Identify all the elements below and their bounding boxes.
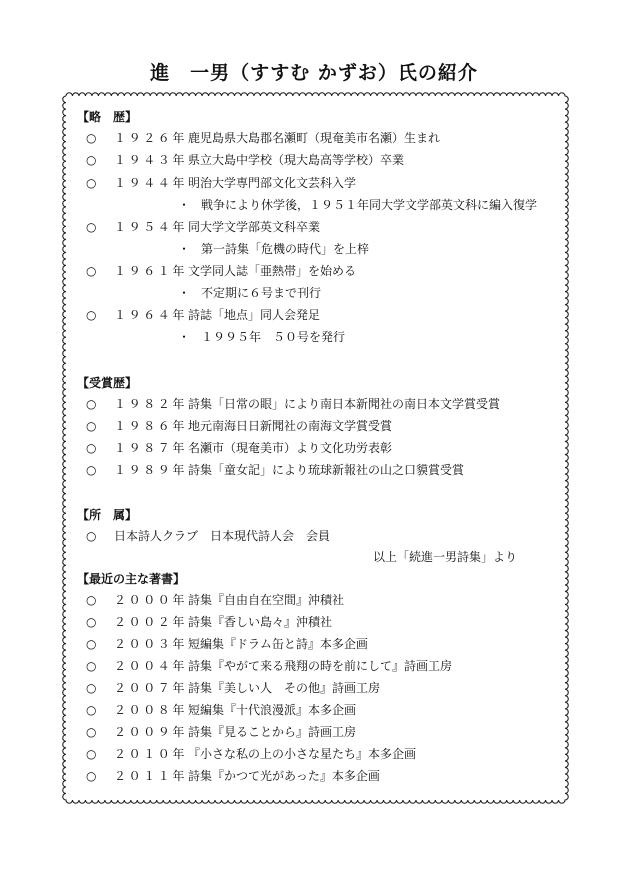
bullet-dot: ・ [178,330,191,344]
section-heading: 【略 歴】 [77,110,138,124]
circle-marker: ○ [86,397,97,411]
section-heading: 【最近の主な著書】 [77,572,186,586]
item-text: 短編集『ドラム缶と詩』本多企画 [188,637,368,651]
circle-marker: ○ [86,419,97,433]
item-text: 文学同人誌「亜熱帯」を始める [188,264,357,278]
item-text: 詩集『香しい島々』沖積社 [188,615,333,629]
item-text: 明治大学専門部文化文芸科入学 [188,176,357,190]
circle-marker: ○ [86,593,97,607]
circle-marker: ○ [86,308,97,322]
item-year: １９８６年 [114,419,188,433]
circle-marker: ○ [86,153,97,167]
item-text: 地元南海日日新聞社の南海文学賞受賞 [188,419,393,433]
item-text: 詩集「日常の眼」により南日本新聞社の南日本文学賞受賞 [188,397,501,411]
item-text: 鹿児島県大島郡名瀬町（現奄美市名瀬）生まれ [188,131,441,145]
item-year: １９４３年 [114,153,188,167]
item-year: ２０００年 [114,593,188,607]
item-text: 詩集『見ることから』詩画工房 [188,725,357,739]
circle-marker: ○ [86,529,97,543]
item-text: 詩誌「地点」同人会発足 [188,308,321,322]
circle-marker: ○ [86,769,97,783]
circle-marker: ○ [86,725,97,739]
item-year: １９４４年 [114,176,188,190]
circle-marker: ○ [86,220,97,234]
item-year: ２００３年 [114,637,188,651]
circle-marker: ○ [86,659,97,673]
item-text: 不定期に６号まで刊行 [201,286,322,300]
bullet-dot: ・ [178,198,191,212]
section-heading: 【所 属】 [77,508,138,522]
item-year: １９２６年 [114,131,188,145]
item-year: １９５４年 [114,220,188,234]
item-text: １９９５年 ５０号を発行 [201,330,346,344]
section-heading: 【受賞歴】 [77,376,138,390]
item-text: 名瀬市（現奄美市）より文化功労表彰 [188,441,393,455]
item-text: 詩集『やがて来る飛翔の時を前にして』詩画工房 [188,659,453,673]
item-year: １９８７年 [114,441,188,455]
item-year: １９８９年 [114,463,188,477]
item-year: １９６１年 [114,264,188,278]
circle-marker: ○ [86,637,97,651]
item-text: 日本詩人クラブ 日本現代詩人会 会員 [114,529,331,543]
circle-marker: ○ [86,615,97,629]
item-text: 同大学文学部英文科卒業 [188,220,321,234]
item-year: ２００２年 [114,615,188,629]
circle-marker: ○ [86,441,97,455]
circle-marker: ○ [86,264,97,278]
item-year: １９８２年 [114,397,188,411]
source-note: 以上「続進一男詩集」より [373,550,518,564]
item-text: 短編集『十代浪漫派』本多企画 [188,703,357,717]
item-text: 戦争により休学後，１９５１年同大学文学部英文科に編入復学 [201,198,538,212]
circle-marker: ○ [86,747,97,761]
item-text: 詩集「童女記」により琉球新報社の山之口貘賞受賞 [188,463,465,477]
circle-marker: ○ [86,681,97,695]
bullet-dot: ・ [178,286,191,300]
item-text: 詩集『自由自在空間』沖積社 [188,593,345,607]
circle-marker: ○ [86,463,97,477]
bullet-dot: ・ [178,242,191,256]
item-text: 詩集『美しい人 その他』詩画工房 [188,681,381,695]
item-year: ２００７年 [114,681,188,695]
item-year: ２０１０年 [114,747,188,761]
item-year: ２０１１年 [114,769,188,783]
item-year: ２００４年 [114,659,188,673]
item-text: 県立大島中学校（現大島高等学校）卒業 [188,153,405,167]
circle-marker: ○ [86,703,97,717]
item-text: 詩集『かつて光があった』本多企画 [188,769,380,783]
item-year: ２００８年 [114,703,188,717]
item-year: ２００９年 [114,725,188,739]
circle-marker: ○ [86,131,97,145]
item-text: 第一詩集「危機の時代」を上梓 [201,242,370,256]
item-year: １９６４年 [114,308,188,322]
item-text: 『小さな私の上の小さな星たち』本多企画 [188,747,417,761]
page-title: 進 一男（すすむ かずお）氏の紹介 [150,62,478,84]
circle-marker: ○ [86,176,97,190]
